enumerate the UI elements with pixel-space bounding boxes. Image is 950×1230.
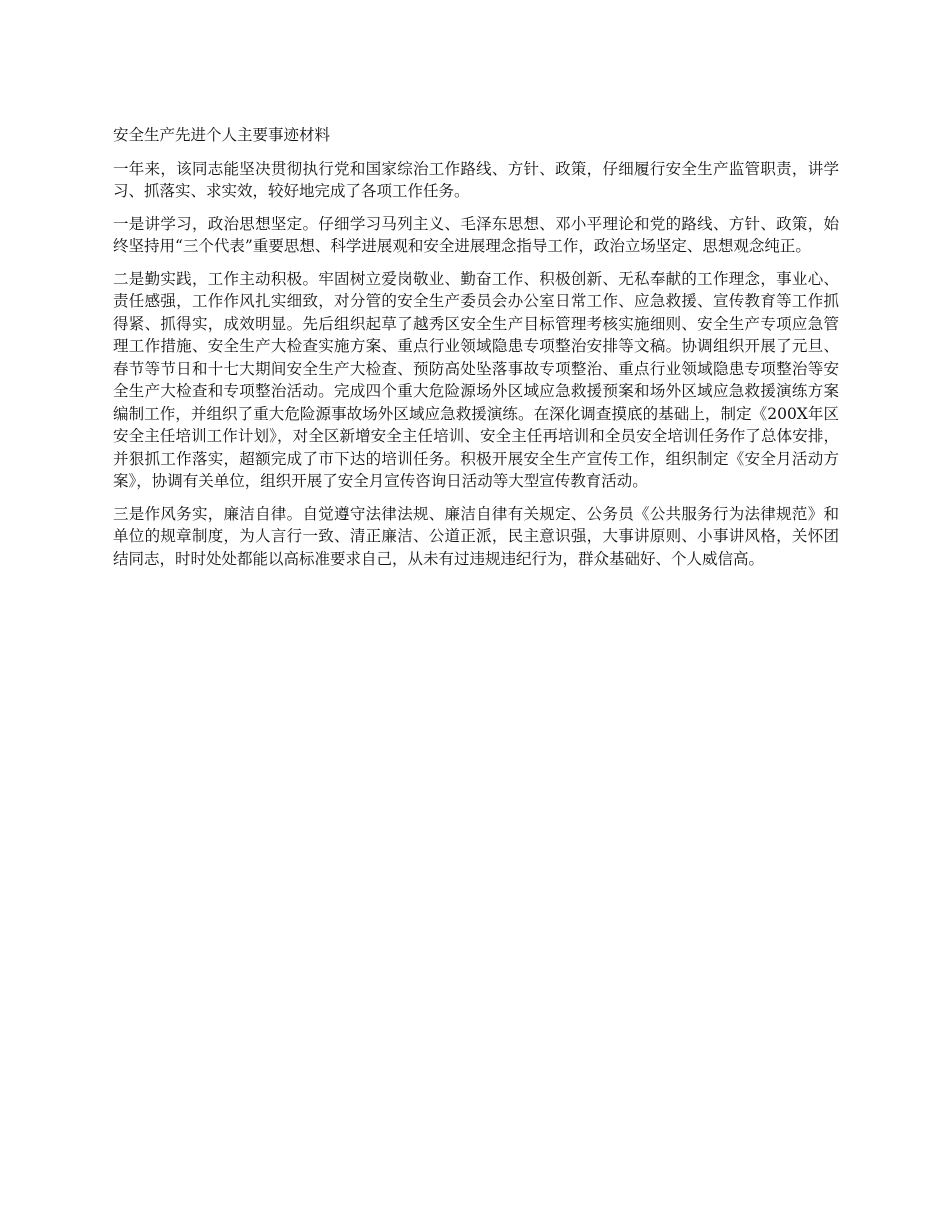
- paragraph-intro: 一年来，该同志能坚决贯彻执行党和国家综治工作路线、方针、政策，仔细履行安全生产监管职责，讲学习、抓落实、求实效，较好地完成了各项工作任务。: [113, 159, 839, 200]
- paragraph-practice: 二是勤实践，工作主动积极。牢固树立爱岗敬业、勤奋工作、积极创新、无私奉献的工作理念，事业心、责任感强，工作作风扎实细致，对分管的安全生产委员会办公室日常工作、应急救援、宣传教育等工作抓得紧、抓得实，成效明显。先后组织起草了越秀区安全生产目标管理考核实施细则、安全生产专项应急管理工作措施、安全生产大检查实施方案、重点行业领域隐患专项整治安排等文稿。协调组织开展了元旦、春节等节日和十七大期间安全生产大检查、预防高处坠落事故专项整治、重点行业领域隐患专项整治等安全生产大检查和专项整治活动。完成四个重大危险源场外区域应急救援预案和场外区域应急救援演练方案编制工作，并组织了重大危险源事故场外区域应急救援演练。在深化调查摸底的基础上，制定《200X年区安全主任培训工作计划》，对全区新增安全主任培训、安全主任再培训和全员安全培训任务作了总体安排，并狠抓工作落实，超额完成了市下达的培训任务。积极开展安全生产宣传工作，组织制定《安全月活动方案》，协调有关单位，组织开展了安全月宣传咨询日活动等大型宣传教育活动。: [113, 269, 839, 490]
- paragraph-conduct: 三是作风务实，廉洁自律。自觉遵守法律法规、廉洁自律有关规定、公务员《公共服务行为法律规范》和单位的规章制度，为人言行一致、清正廉洁、公道正派，民主意识强，大事讲原则、小事讲风格，关怀团结同志，时时处处都能以高标准要求自己，从未有过违规违纪行为，群众基础好、个人威信高。: [113, 504, 839, 568]
- paragraph-study: 一是讲学习，政治思想坚定。仔细学习马列主义、毛泽东思想、邓小平理论和党的路线、方针、政策，始终坚持用“三个代表”重要思想、科学进展观和安全进展理念指导工作，政治立场坚定、思想观念纯正。: [113, 214, 839, 255]
- document-title: 安全生产先进个人主要事迹材料: [113, 126, 331, 144]
- document-page: [113, 124, 839, 580]
